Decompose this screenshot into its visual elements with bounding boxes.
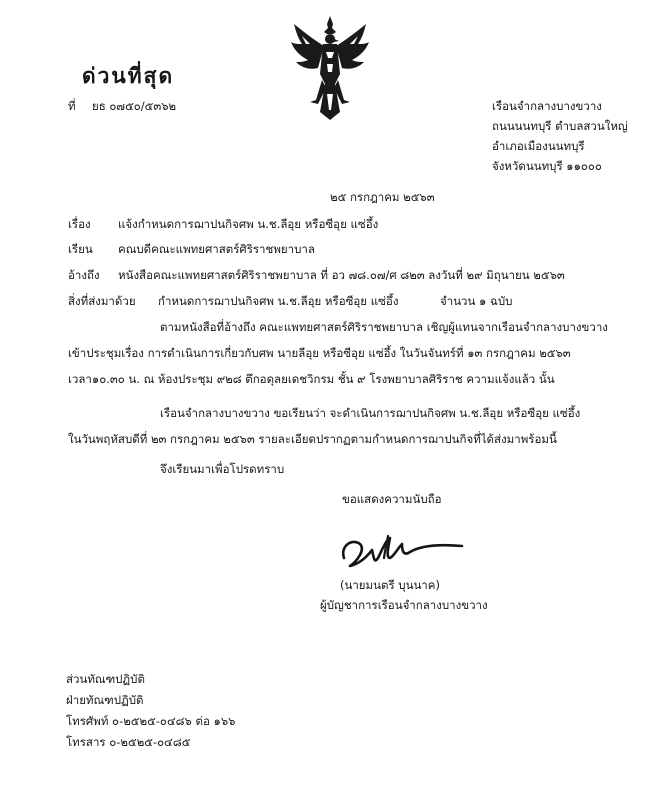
footer-line: โทรศัพท์ ๐-๒๕๒๕-๐๔๘๖ ต่อ ๑๖๖	[66, 714, 236, 728]
footer-line: ส่วนทัณฑปฏิบัติ	[66, 672, 145, 686]
to-label: เรียน	[68, 242, 93, 256]
body-line: เรือนจำกลางบางขวาง ขอเรียนว่า จะดำเนินการฌาปนกิจศพ น.ช.ลีอุย หรือซีอุย แซ่อึ้ง	[160, 406, 581, 420]
letter-date: ๒๕ กรกฎาคม ๒๕๖๓	[330, 190, 435, 204]
body-line: เข้าประชุมเรื่อง การดำเนินการเกี่ยวกับศพ นายลีอุย หรือซีอุย แซ่อึ้ง ในวันจันทร์ที่ ๑๓ กรกฎาคม ๒๕๖๓	[68, 346, 571, 360]
closing-text: ขอแสดงความนับถือ	[342, 492, 442, 506]
sender-address-line: จังหวัดนนทบุรี ๑๑๐๐๐	[492, 159, 602, 173]
signer-title: ผู้บัญชาการเรือนจำกลางบางขวาง	[320, 598, 488, 612]
subject-label: เรื่อง	[68, 217, 91, 231]
enclosure-text: กำหนดการฌาปนกิจศพ น.ช.ลีอุย หรือซีอุย แซ่อึ้ง	[158, 294, 399, 308]
enclosure-label: สิ่งที่ส่งมาด้วย	[68, 294, 136, 308]
footer-line: ฝ่ายทัณฑปฏิบัติ	[66, 693, 144, 707]
to-text: คณบดีคณะแพทยศาสตร์ศิริราชพยาบาล	[118, 242, 315, 256]
enclosure-count: จำนวน ๑ ฉบับ	[440, 294, 513, 308]
sender-address-line: เรือนจำกลางบางขวาง	[492, 99, 602, 113]
ref-label: ที่	[68, 99, 76, 113]
body-line: ตามหนังสือที่อ้างถึง คณะแพทยศาสตร์ศิริราชพยาบาล เชิญผู้แทนจากเรือนจำกลางบางขวาง	[160, 320, 608, 334]
subject-text: แจ้งกำหนดการฌาปนกิจศพ น.ช.ลีอุย หรือซีอุย แซ่อึ้ง	[118, 217, 379, 231]
body-line: จึงเรียนมาเพื่อโปรดทราบ	[160, 462, 285, 476]
footer-line: โทรสาร ๐-๒๕๒๕-๐๔๘๕	[66, 735, 191, 749]
sender-address-line: อำเภอเมืองนนทบุรี	[492, 139, 585, 153]
body-line: ในวันพฤหัสบดีที่ ๒๓ กรกฎาคม ๒๕๖๓ รายละเอียดปรากฏตามกำหนดการฌาปนกิจที่ได้ส่งมาพร้อมนี้	[68, 432, 557, 446]
garuda-emblem-icon	[288, 14, 372, 124]
signer-name: (นายมนตรี บุนนาค)	[340, 578, 440, 592]
ref-doc-text: หนังสือคณะแพทยศาสตร์ศิริราชพยาบาล ที่ อว ๗๘.๐๗/ศ ๘๒๓ ลงวันที่ ๒๙ มิถุนายน ๒๕๖๓	[118, 268, 565, 282]
ref-doc-label: อ้างถึง	[68, 268, 100, 282]
handwritten-signature-icon	[330, 528, 470, 574]
urgency-stamp: ด่วนที่สุด	[82, 63, 175, 88]
body-line: เวลา๑๐.๓๐ น. ณ ห้องประชุม ๙๒๘ ตึกอดุลยเดชวิกรม ชั้น ๙ โรงพยาบาลศิริราช ความแจ้งแล้ว นั้น	[68, 372, 555, 386]
sender-address-line: ถนนนนทบุรี ตำบลสวนใหญ่	[492, 119, 628, 133]
ref-number: ยธ ๐๗๕๐/๕๓๖๒	[92, 99, 177, 113]
